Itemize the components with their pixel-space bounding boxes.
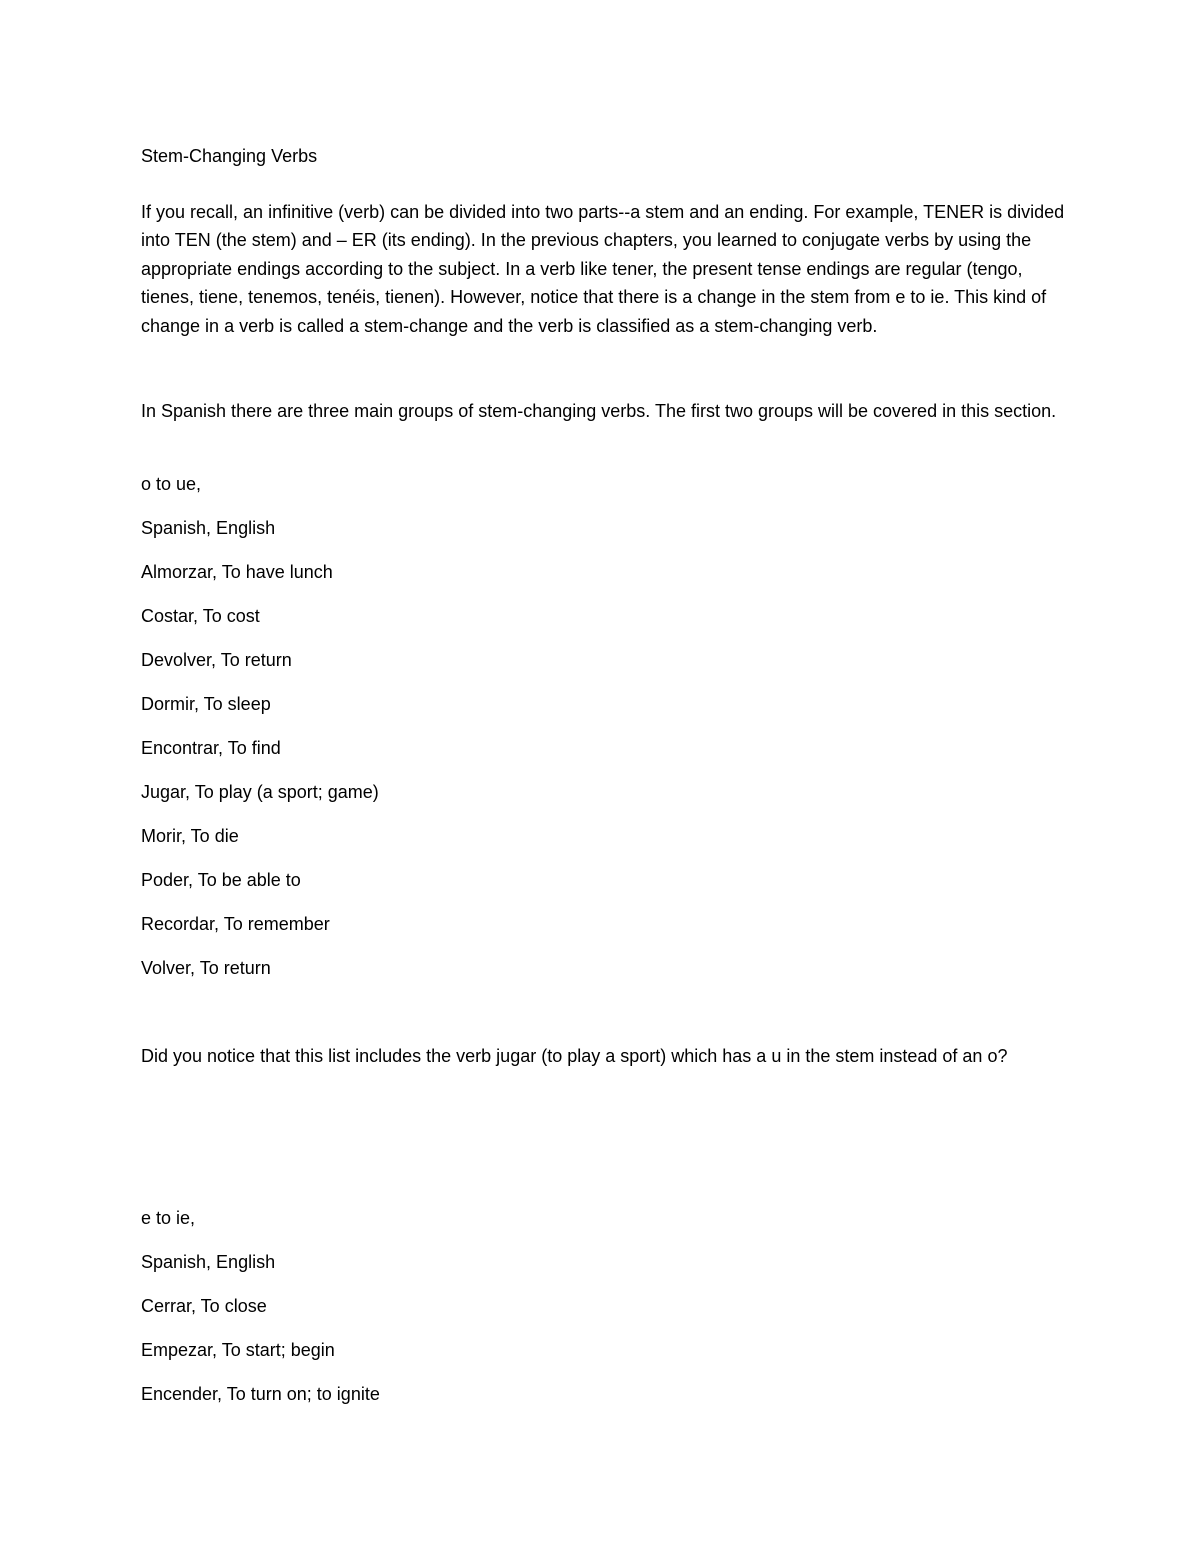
group1-heading: o to ue, — [141, 474, 202, 494]
verb-item: Poder, To be able to — [141, 870, 301, 890]
group2-column-headers: Spanish, English — [141, 1252, 276, 1272]
groups-intro-paragraph: In Spanish there are three main groups of stem-changing verbs. The first two groups will be covered in this section. — [141, 401, 1057, 421]
verb-item: Recordar, To remember — [141, 914, 330, 934]
intro-paragraph: If you recall, an infinitive (verb) can be divided into two parts--a stem and an ending. For example, TENER is divided into TEN (the stem) and – ER (its ending). In the previous chapters, you learned to conjugate verbs by using the appropriate endings according to the subject. In a verb like tener, the present tense endings are regular (tengo, tienes, tiene, tenemos, tenéis, tienen). However, notice that there is a change in the stem from e to ie. This kind of change in a verb is called a stem-change and the verb is classified as a stem-changing verb. — [141, 202, 1065, 336]
verb-item: Volver, To return — [141, 958, 271, 978]
verb-item: Jugar, To play (a sport; game) — [141, 782, 379, 802]
verb-item: Devolver, To return — [141, 650, 292, 670]
verb-item: Almorzar, To have lunch — [141, 562, 333, 582]
verb-item: Costar, To cost — [141, 606, 260, 626]
group1-column-headers: Spanish, English — [141, 518, 276, 538]
group2-heading: e to ie, — [141, 1208, 196, 1228]
verb-item: Encender, To turn on; to ignite — [141, 1384, 380, 1404]
verb-item: Encontrar, To find — [141, 738, 281, 758]
note-paragraph: Did you notice that this list includes the verb jugar (to play a sport) which has a u in the stem instead of an o? — [141, 1046, 1008, 1066]
verb-item: Morir, To die — [141, 826, 239, 846]
document-title: Stem-Changing Verbs — [141, 146, 318, 166]
verb-item: Cerrar, To close — [141, 1296, 267, 1316]
verb-item: Dormir, To sleep — [141, 694, 271, 714]
verb-item: Empezar, To start; begin — [141, 1340, 335, 1360]
